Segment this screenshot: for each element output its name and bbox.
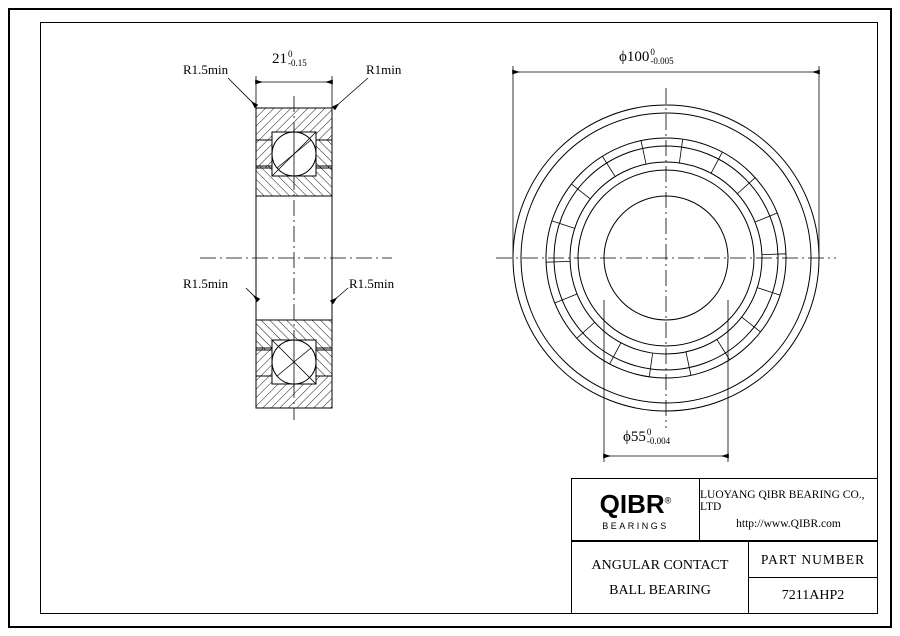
title-block-body <box>572 542 877 614</box>
label-r15min-top-left: R1.5min <box>183 62 229 77</box>
logo-wordmark: QIBR <box>599 488 665 519</box>
dimension-width <box>272 50 307 69</box>
dimension-outer-diameter <box>619 48 674 67</box>
outer-dia-tol-lower: -0.005 <box>650 56 674 67</box>
section-view <box>200 76 395 420</box>
bore-dia-value: 55 <box>630 428 646 445</box>
bore-dia-tol-lower: -0.004 <box>646 436 671 447</box>
title-block-header <box>572 479 877 542</box>
product-description <box>572 542 749 614</box>
logo-text <box>600 489 672 520</box>
description-line2: BALL BEARING <box>609 582 711 598</box>
front-view <box>496 66 836 462</box>
dimension-width-value: 21 <box>272 50 287 67</box>
label-r15min-bottom-right: R1.5min <box>349 276 395 291</box>
dimension-width-tol-upper: 0 <box>288 49 293 59</box>
company-website: http://www.QIBR.com <box>736 518 841 530</box>
label-r1min-top-right: R1min <box>366 62 402 77</box>
bore-dia-tol-upper: 0 <box>646 427 652 437</box>
dimension-bore-diameter <box>623 428 670 447</box>
registered-trademark-icon: ® <box>664 494 672 505</box>
outer-dia-symbol: ϕ <box>619 48 627 65</box>
company-name: LUOYANG QIBR BEARING CO., LTD <box>700 489 865 513</box>
label-r15min-bottom-left: R1.5min <box>183 276 229 291</box>
logo-subtitle: BEARINGS <box>602 520 669 531</box>
brand-logo <box>572 479 700 540</box>
part-number-value: 7211AHP2 <box>781 588 845 603</box>
outer-dia-tol-upper: 0 <box>650 47 655 57</box>
part-number-label: PART NUMBER <box>749 542 877 578</box>
part-number-cell <box>749 542 877 614</box>
bore-dia-symbol: ϕ <box>623 428 631 445</box>
description-line1: ANGULAR CONTACT <box>591 557 729 573</box>
dimension-width-tol-lower: -0.15 <box>288 58 307 69</box>
company-info <box>700 479 877 540</box>
title-block <box>571 478 878 614</box>
outer-dia-value: 100 <box>626 48 650 65</box>
